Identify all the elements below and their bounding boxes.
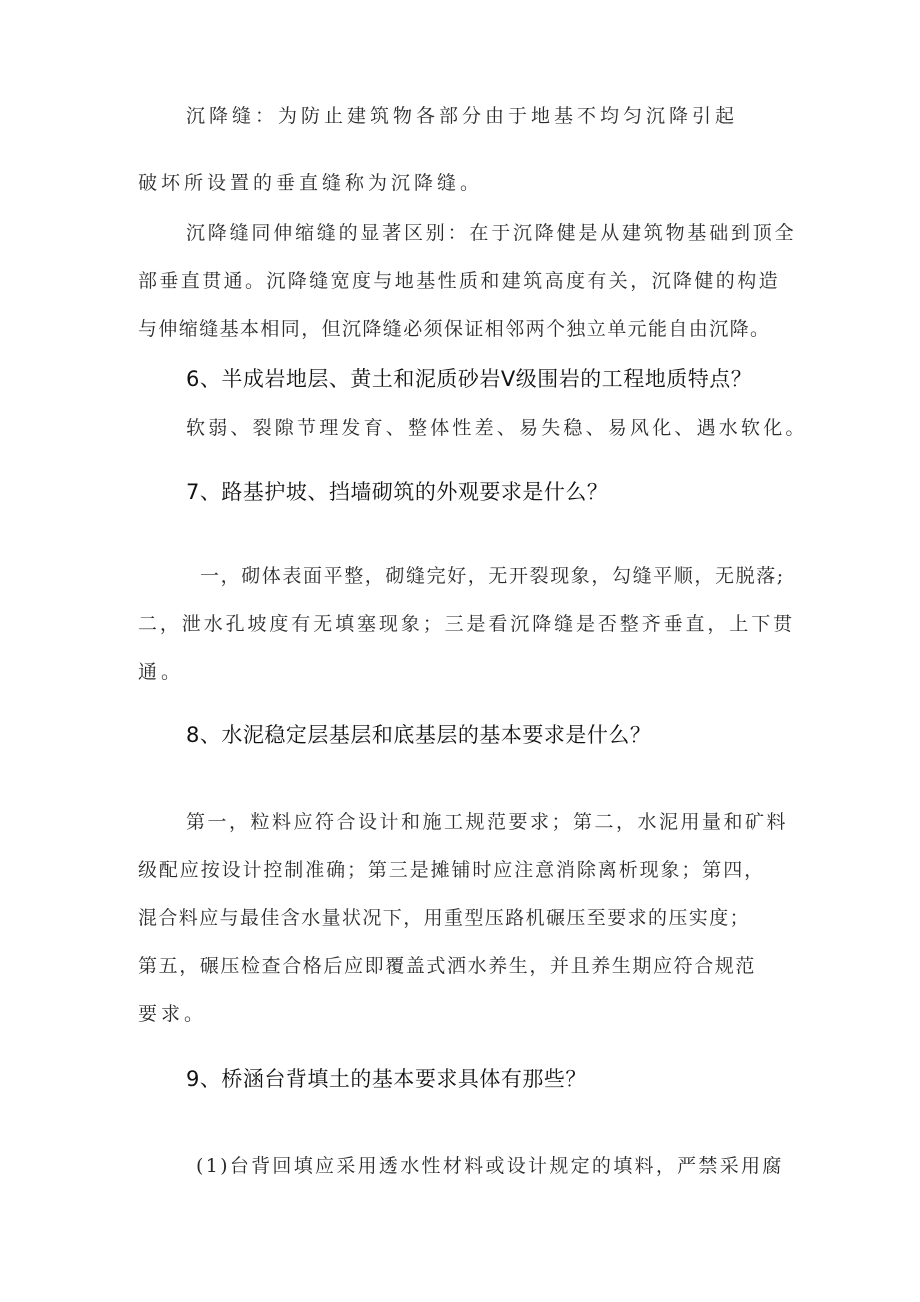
question-6-heading: 6、半成岩地层、黄土和泥质砂岩Ⅴ级围岩的工程地质特点？ bbox=[186, 367, 753, 391]
question-7-answer: 二，泄水孔坡度有无填塞现象；三是看沉降缝是否整齐垂直，上下贯 bbox=[138, 613, 796, 635]
question-8-heading: 8、水泥稳定层基层和底基层的基本要求是什么？ bbox=[186, 723, 652, 747]
paragraph-line: 沉降缝：为防止建筑物各部分由于地基不均匀沉降引起 bbox=[186, 105, 739, 127]
question-8-answer: 要求。 bbox=[138, 1003, 208, 1025]
question-8-answer: 第五，碾压检查合格后应即覆盖式洒水养生，并且养生期应符合规范 bbox=[138, 955, 757, 977]
question-8-answer: 混合料应与最佳含水量状况下，用重型压路机碾压至要求的压实度； bbox=[138, 907, 751, 929]
question-8-answer: 第一，粒料应符合设计和施工规范要求；第二，水泥用量和矿料 bbox=[186, 811, 789, 833]
question-6-answer: 软弱、裂隙节理发育、整体性差、易失稳、易风化、遇水软化。 bbox=[186, 417, 808, 439]
paragraph-line: 部垂直贯通。沉降缝宽度与地基性质和建筑高度有关，沉降健的构造 bbox=[138, 270, 781, 292]
question-9-heading: 9、桥涵台背填土的基本要求具体有那些？ bbox=[186, 1067, 587, 1091]
question-8-answer: 级配应按设计控制准确；第三是摊铺时应注意消除离析现象；第四， bbox=[138, 859, 766, 881]
question-7-answer: 一，砌体表面平整，砌缝完好，无开裂现象，勾缝平顺，无脱落; bbox=[200, 565, 785, 587]
paragraph-line: 破坏所设置的垂直缝称为沉降缝。 bbox=[138, 172, 484, 194]
question-9-answer: (1)台背回填应采用透水性材料或设计规定的填料，严禁采用腐 bbox=[196, 1155, 784, 1177]
paragraph-line: 沉降缝同伸缩缝的显著区别：在于沉降健是从建筑物基础到顶全 bbox=[186, 222, 797, 244]
question-7-answer: 通。 bbox=[138, 661, 185, 683]
question-7-heading: 7、路基护坡、挡墙砌筑的外观要求是什么？ bbox=[186, 480, 609, 504]
paragraph-line: 与伸缩缝基本相同，但沉降缝必须保证相邻两个独立单元能自由沉降。 bbox=[138, 318, 771, 340]
